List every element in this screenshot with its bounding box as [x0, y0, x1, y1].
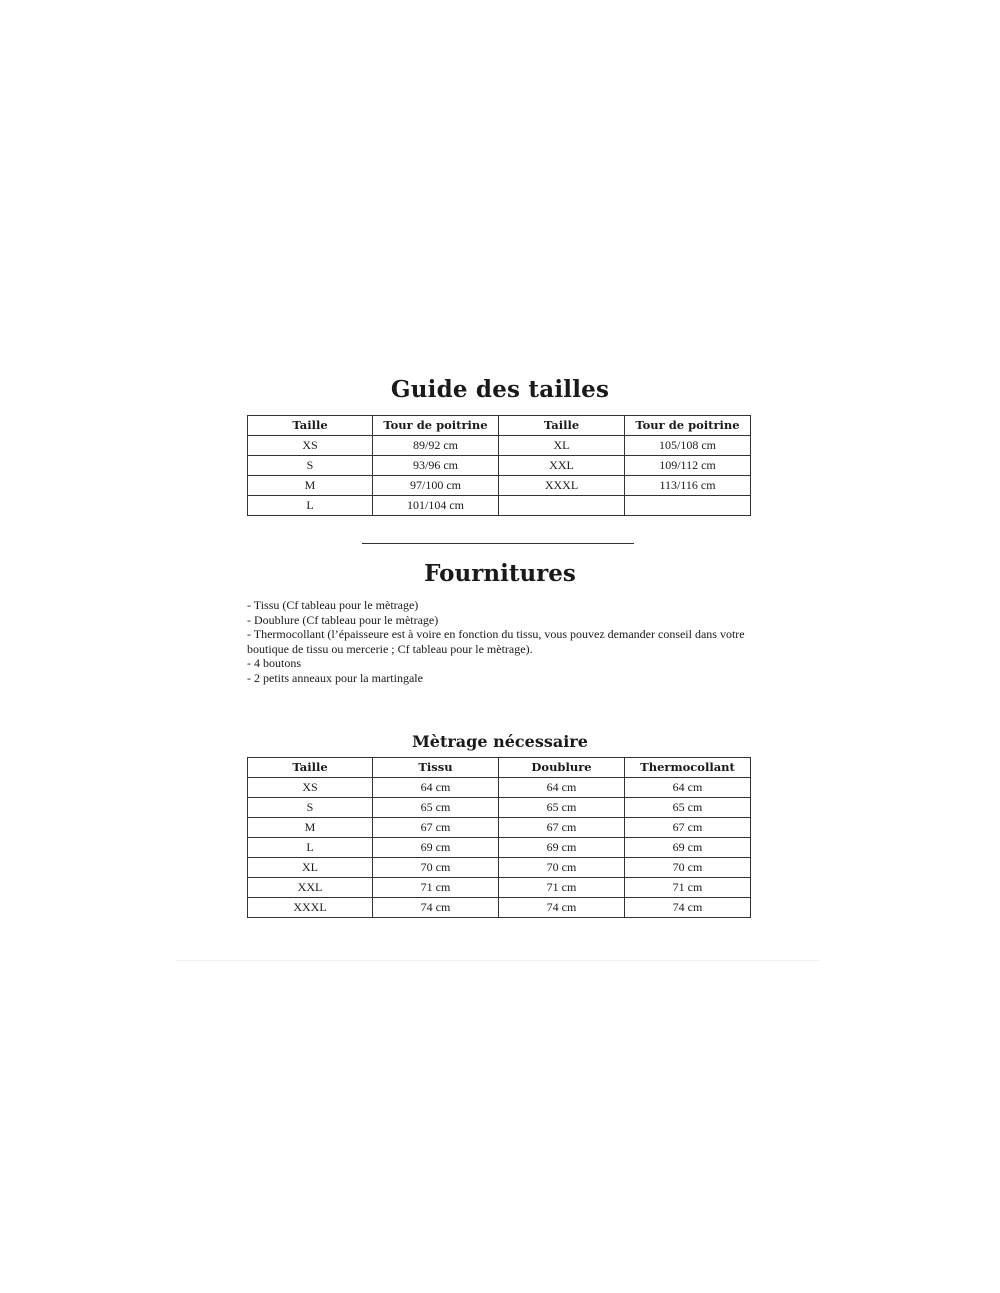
- table-row: [248, 858, 751, 878]
- table-cell: 74 cm: [625, 898, 751, 918]
- table-cell: 67 cm: [373, 818, 499, 838]
- table-row: [248, 818, 751, 838]
- table-cell: 65 cm: [625, 798, 751, 818]
- table-cell: 71 cm: [373, 878, 499, 898]
- table-cell: 105/108 cm: [625, 436, 751, 456]
- table-header-row: [248, 416, 751, 436]
- header-cell: Tour de poitrine: [373, 416, 499, 436]
- list-item: - 2 petits anneaux pour la martingale: [247, 670, 423, 685]
- table-cell: 65 cm: [499, 798, 625, 818]
- table-cell: 69 cm: [625, 838, 751, 858]
- table-row: [248, 476, 751, 496]
- list-item: - 4 boutons: [247, 656, 301, 670]
- header-cell: Thermocollant: [625, 758, 751, 778]
- table-row: [248, 838, 751, 858]
- table-cell: 93/96 cm: [373, 456, 499, 476]
- table-cell: S: [248, 798, 373, 818]
- header-cell: Taille: [248, 758, 373, 778]
- table-cell: 71 cm: [625, 878, 751, 898]
- table-cell: 70 cm: [625, 858, 751, 878]
- table-cell: 97/100 cm: [373, 476, 499, 496]
- list-item: - Thermocollant (l’épaisseure est à voire en fonction du tissu, vous pouvez demander conseil dans votre boutique de tissu ou mercerie ; Cf tableau pour le mètrage).: [247, 627, 745, 656]
- table-cell: XS: [248, 436, 373, 456]
- supplies-title: Fournitures: [424, 560, 576, 587]
- table-cell: 74 cm: [373, 898, 499, 918]
- table-cell: 89/92 cm: [373, 436, 499, 456]
- table-row: [248, 878, 751, 898]
- table-cell: M: [248, 818, 373, 838]
- header-cell: Doublure: [499, 758, 625, 778]
- table-row: [248, 496, 751, 516]
- table-cell: L: [248, 838, 373, 858]
- table-cell: XXL: [248, 878, 373, 898]
- header-cell: Tissu: [373, 758, 499, 778]
- table-cell: 67 cm: [625, 818, 751, 838]
- table-cell: 71 cm: [499, 878, 625, 898]
- table-cell: 67 cm: [499, 818, 625, 838]
- table-cell: XL: [248, 858, 373, 878]
- table-row: [248, 456, 751, 476]
- table-cell: 69 cm: [499, 838, 625, 858]
- table-cell: XXL: [499, 456, 625, 476]
- table-row: [248, 798, 751, 818]
- header-cell: Taille: [248, 416, 373, 436]
- table-cell: 113/116 cm: [625, 476, 751, 496]
- table-row: [248, 778, 751, 798]
- table-cell: 64 cm: [625, 778, 751, 798]
- table-cell: XXXL: [499, 476, 625, 496]
- table-cell: [499, 496, 625, 516]
- metrage-table: [247, 757, 751, 918]
- table-cell: XXXL: [248, 898, 373, 918]
- table-cell: S: [248, 456, 373, 476]
- list-item: - Tissu (Cf tableau pour le mètrage): [247, 598, 419, 612]
- header-cell: Taille: [499, 416, 625, 436]
- table-cell: 109/112 cm: [625, 456, 751, 476]
- table-row: [248, 898, 751, 918]
- table-cell: 70 cm: [499, 858, 625, 878]
- table-cell: L: [248, 496, 373, 516]
- size-guide-table: [247, 415, 751, 516]
- table-cell: 64 cm: [499, 778, 625, 798]
- header-cell: Tour de poitrine: [625, 416, 751, 436]
- table-header-row: [248, 758, 751, 778]
- list-item: - Doublure (Cf tableau pour le mètrage): [247, 612, 439, 627]
- table-cell: 70 cm: [373, 858, 499, 878]
- table-row: [248, 436, 751, 456]
- table-cell: 69 cm: [373, 838, 499, 858]
- metrage-title: Mètrage nécessaire: [412, 732, 588, 751]
- table-cell: [625, 496, 751, 516]
- supplies-list: [247, 598, 757, 685]
- size-guide-title: Guide des tailles: [390, 376, 610, 403]
- table-cell: M: [248, 476, 373, 496]
- table-cell: 74 cm: [499, 898, 625, 918]
- faint-footer-rule: [175, 960, 820, 961]
- table-cell: 101/104 cm: [373, 496, 499, 516]
- section-divider: [362, 543, 634, 544]
- table-cell: XS: [248, 778, 373, 798]
- table-cell: 64 cm: [373, 778, 499, 798]
- table-cell: XL: [499, 436, 625, 456]
- table-cell: 65 cm: [373, 798, 499, 818]
